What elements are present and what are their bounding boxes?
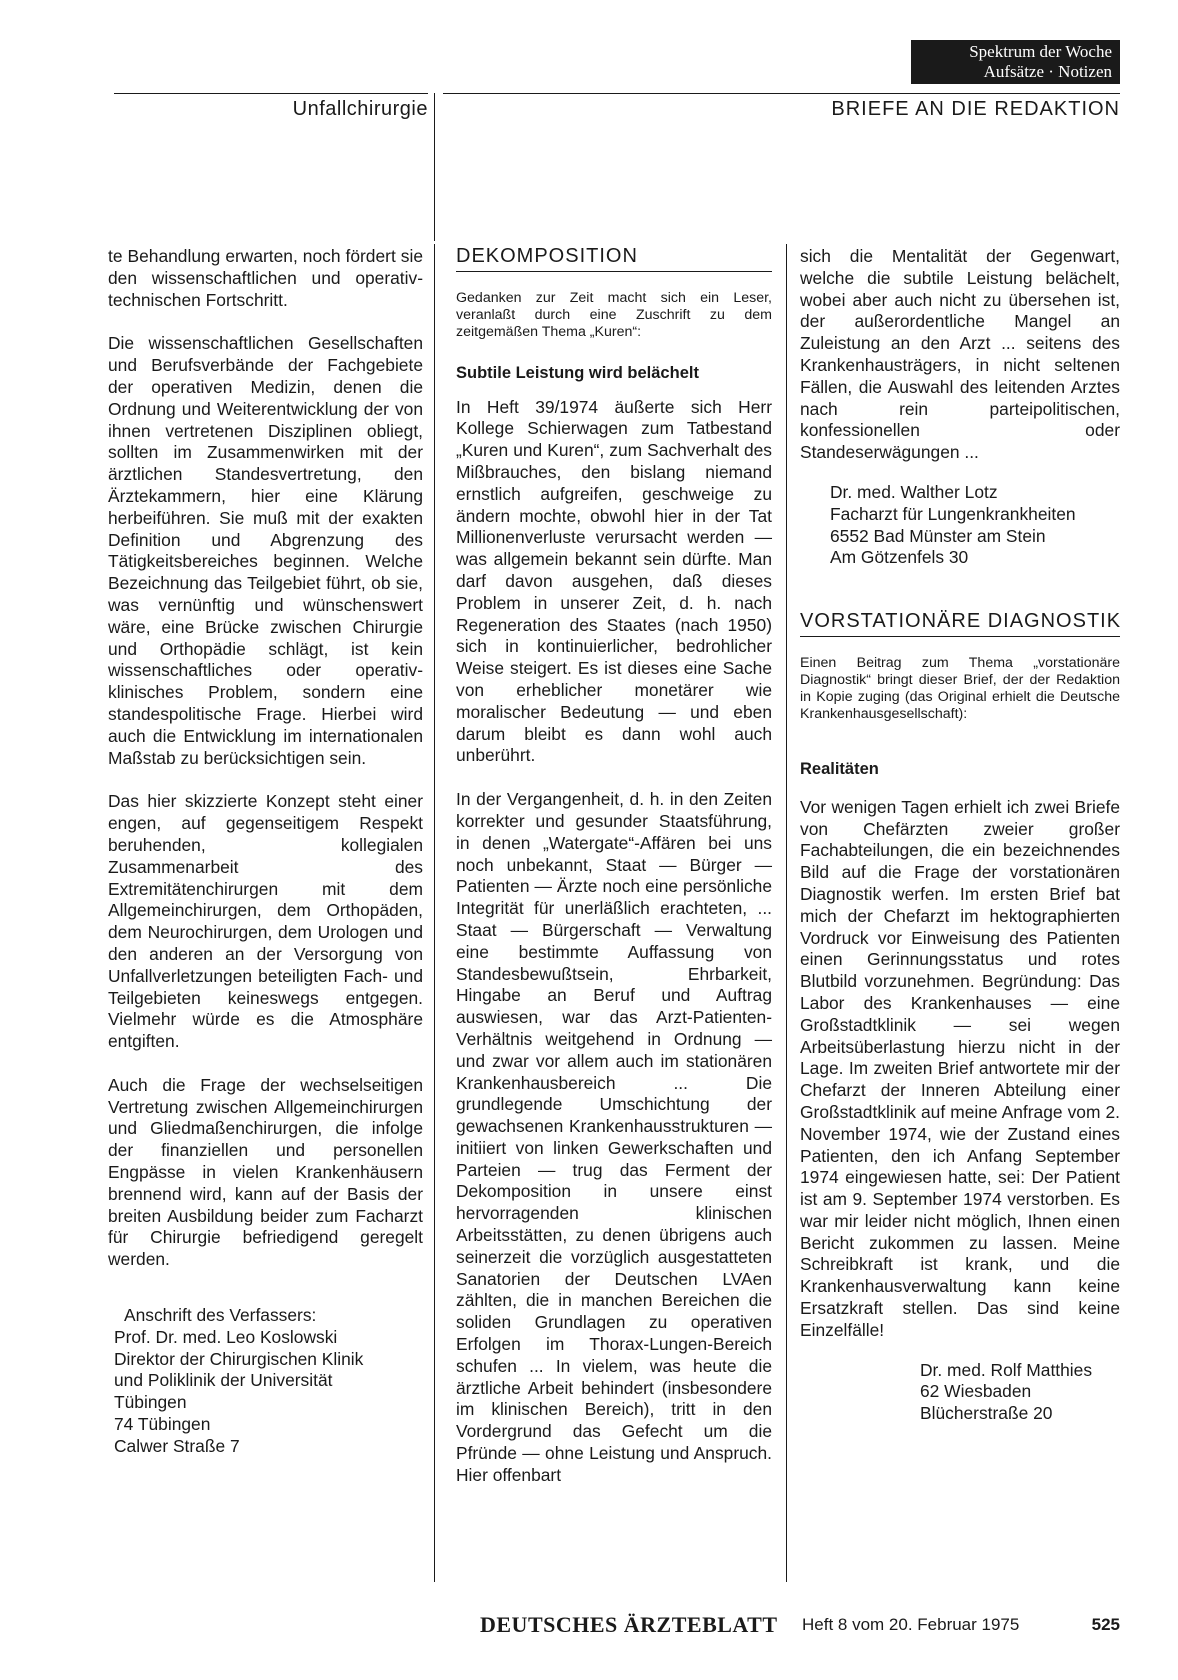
page-number: 525 xyxy=(1091,1615,1120,1634)
section-title-right: BRIEFE AN DIE REDAKTION xyxy=(831,98,1120,120)
signature-block xyxy=(800,1360,1120,1425)
address-line: Calwer Straße 7 xyxy=(114,1435,240,1456)
signature-line: Am Götzenfels 30 xyxy=(830,547,969,568)
address-line: Prof. Dr. med. Leo Koslowski xyxy=(114,1326,338,1347)
paragraph: Auch die Frage der wechselseitigen Vertretung zwischen Allgemeinchirurgen und Gliedmaßenchirurgen, die infolge der finanziellen und personellen Engpässe in vielen Krankenhäusern brennend wird, kann auf der Basis der breiten Ausbildung beider zum Facharzt für Chirurgie befriedigend geregelt werden. xyxy=(108,1074,423,1270)
signature-line: Dr. med. Walther Lotz xyxy=(830,481,998,502)
section-title-left: Unfallchirurgie xyxy=(292,98,428,120)
issue-info: Heft 8 vom 20. Februar 1975 xyxy=(802,1615,1020,1634)
page-footer xyxy=(480,1612,1120,1640)
journal-name: DEUTSCHES ÄRZTEBLATT xyxy=(480,1612,778,1637)
paragraph: Das hier skizzierte Konzept steht einer engen, auf gegenseitigem Respekt beruhenden, kollegialen Zusammenarbeit des Extremitätenchirurgen mit dem Allgemeinchirurgen, dem Orthopäden, dem Neurochirurgen, dem Urologen und den anderen an der Versorgung von Unfallverletzungen beteiligten Fach- und Teilgebieten keineswegs entgegen. Vielmehr würde es die Atmosphäre entgiften. xyxy=(108,791,423,1052)
section-badge xyxy=(911,40,1120,84)
address-line: 74 Tübingen xyxy=(114,1414,211,1435)
author-address xyxy=(108,1305,423,1458)
address-line: Direktor der Chirurgischen Klinik xyxy=(114,1348,364,1369)
header-rule-right xyxy=(443,93,1120,94)
article-heading: DEKOMPOSITION xyxy=(456,246,772,272)
paragraph: In Heft 39/1974 äußerte sich Herr Kollege Schierwagen zum Tatbestand „Kuren und Kuren“, zum Sachverhalt des Mißbrauches, den bislang niemand ernstlich aufgreifen, geschweige zu ändern mochte, obwohl hier in der Tat Millionenverluste verursacht werden — was allgemein bekannt sein dürfte. Man darf davon ausgehen, daß dieses Problem in unserer Zeit, d. h. nach Regeneration des Staates (nach 1950) sich in kontinuierlicher, bedrohlicher Weise steigert. Es ist dieses eine Sache von erheblicher monetärer wie moralischer Bedeutung — und eben darum bleibt es dann wohl auch unberührt. xyxy=(456,396,772,766)
paragraph: In der Vergangenheit, d. h. in den Zeiten korrekter und gesunder Staatsführung, in denen „Watergate“-Affären bei uns noch unbekannt, Staat — Bürger — Patienten — Ärzte noch eine persönliche Integrität für unerläßlich erachteten, ... Staat — Bürgerschaft — Verwaltung eine bestimmte Auffassung von Standesbewußtsein, Ehrbarkeit, Hingabe an Beruf und Auftrag auswiesen, war das Arzt-Patienten-Verhältnis weitgehend in Ordnung — und zwar vor allem auch im stationären Krankenhausbereich ... Die grundlegende Umschichtung der gewachsenen Krankenhausstrukturen — initiiert von linken Gewerkschaften und Parteien — trug das Ferment der Dekomposition in unsere einst hervorragenden klinischen Arbeitsstätten, zu denen übrigens auch seinerzeit die vorzüglich ausgestatteten Sanatorien der Deutschen LVAen zählten, die in manchen Bereichen die soliden Grundlagen zu operativen Erfolgen im Thorax-Lungen-Bereich schufen ... In vielem, was heute die ärztliche Arbeit behindert (insbesondere im klinischen Bereich), tritt in den Vordergrund das Gefecht um die Pfründe — ohne Leistung und Anspruch. Hier offenbart xyxy=(456,789,772,1485)
paragraph: sich die Mentalität der Gegenwart, welche die subtile Leistung belächelt, wobei aber auch nicht zu übersehen ist, der außerordentliche Mangel an Zuleistung an den Arzt ... seitens des Krankenhausträgers, in nicht seltenen Fällen, die Auswahl des leitenden Arztes nach rein parteipolitischen, konfessionellen oder Standeserwägungen ... xyxy=(800,246,1120,463)
article-subhead: Subtile Leistung wird belächelt xyxy=(456,363,699,382)
column-divider-1 xyxy=(434,244,435,1582)
column-3 xyxy=(800,246,1120,1425)
article-subhead: Realitäten xyxy=(800,759,879,778)
column-2 xyxy=(456,246,772,1487)
signature-line: 6552 Bad Münster am Stein xyxy=(830,525,1046,546)
column-1 xyxy=(108,246,423,1458)
paragraph: te Behandlung erwarten, noch fördert sie den wissenschaftlichen und operativ-technischen Fortschritt. xyxy=(108,246,423,310)
signature-line: 62 Wiesbaden xyxy=(920,1381,1032,1402)
badge-line-2: Aufsätze · Notizen xyxy=(983,62,1112,81)
address-line: und Poliklinik der Universität xyxy=(114,1370,333,1391)
article-lead: Gedanken zur Zeit macht sich ein Leser, veranlaßt durch eine Zuschrift zu dem zeitgemäßen Thema „Kuren“: xyxy=(456,289,772,340)
article-heading: VORSTATIONÄRE DIAGNOSTIK xyxy=(800,611,1120,637)
column-divider-2 xyxy=(786,244,787,1582)
signature-line: Blücherstraße 20 xyxy=(920,1403,1053,1424)
address-label: Anschrift des Verfassers: xyxy=(124,1305,317,1326)
signature-line: Dr. med. Rolf Matthies xyxy=(920,1359,1093,1380)
address-line: Tübingen xyxy=(114,1392,187,1413)
article-lead: Einen Beitrag zum Thema „vorstationäre Diagnostik“ bringt dieser Brief, der der Redaktion in Kopie zuging (das Original erhielt die Deutsche Krankenhausgesellschaft): xyxy=(800,654,1120,722)
signature-line: Facharzt für Lungenkrankheiten xyxy=(830,503,1076,524)
badge-line-1: Spektrum der Woche xyxy=(969,42,1112,61)
header-rule-left xyxy=(114,93,428,94)
paragraph: Vor wenigen Tagen erhielt ich zwei Briefe von Chefärzten zweier großer Fachabteilungen, die ein bezeichnendes Bild auf die Frage der vorstationären Diagnostik werfen. Im ersten Brief bat mich der Chefarzt im hektographierten Vordruck vor Einweisung des Patienten einen Gerinnungsstatus und rotes Blutbild vorzunehmen. Begründung: Das Labor des Krankenhauses — eine Großstadtklinik — sei wegen Arbeitsüberlastung hierzu nicht in der Lage. Im zweiten Brief antwortete mir der Chefarzt der Inneren Abteilung einer Großstadtklinik auf meine Anfrage vom 2. November 1974, wie der Zustand eines Patienten, den ich Anfang September 1974 eingewiesen hatte, sei: Der Patient ist am 9. September 1974 verstorben. Es war mir leider nicht möglich, Ihnen einen Bericht zukommen zu lassen. Meine Schreibkraft ist krank, und die Krankenhausverwaltung kann keine Ersatzkraft stellen. Das sind keine Einzelfälle! xyxy=(800,796,1120,1340)
signature-block xyxy=(800,482,1120,569)
header-column-divider xyxy=(434,93,435,241)
paragraph: Die wissenschaftlichen Gesellschaften und Berufsverbände der Fachgebiete der operativen Medizin, denen die Ordnung und Weiterentwicklung der von ihnen vertretenen Disziplinen obliegt, sollten im Zusammenwirken mit der ärztlichen Standesvertretung, den Ärztekammern, hier eine Klärung herbeiführen. Sie muß mit der exakten Definition und Abgrenzung des Tätigkeitsbereiches beginnen. Welche Bezeichnung das Teilgebiet führt, ob sie, was vernünftig und wünschenswert wäre, eine Brücke zwischen Chirurgie und Orthopädie schlägt, ist kein wissenschaftliches oder operativ-klinisches Problem, sondern eine standespolitische Frage. Hierbei wird auch die Entwicklung im internationalen Maßstab zu berücksichtigen sein. xyxy=(108,333,423,768)
